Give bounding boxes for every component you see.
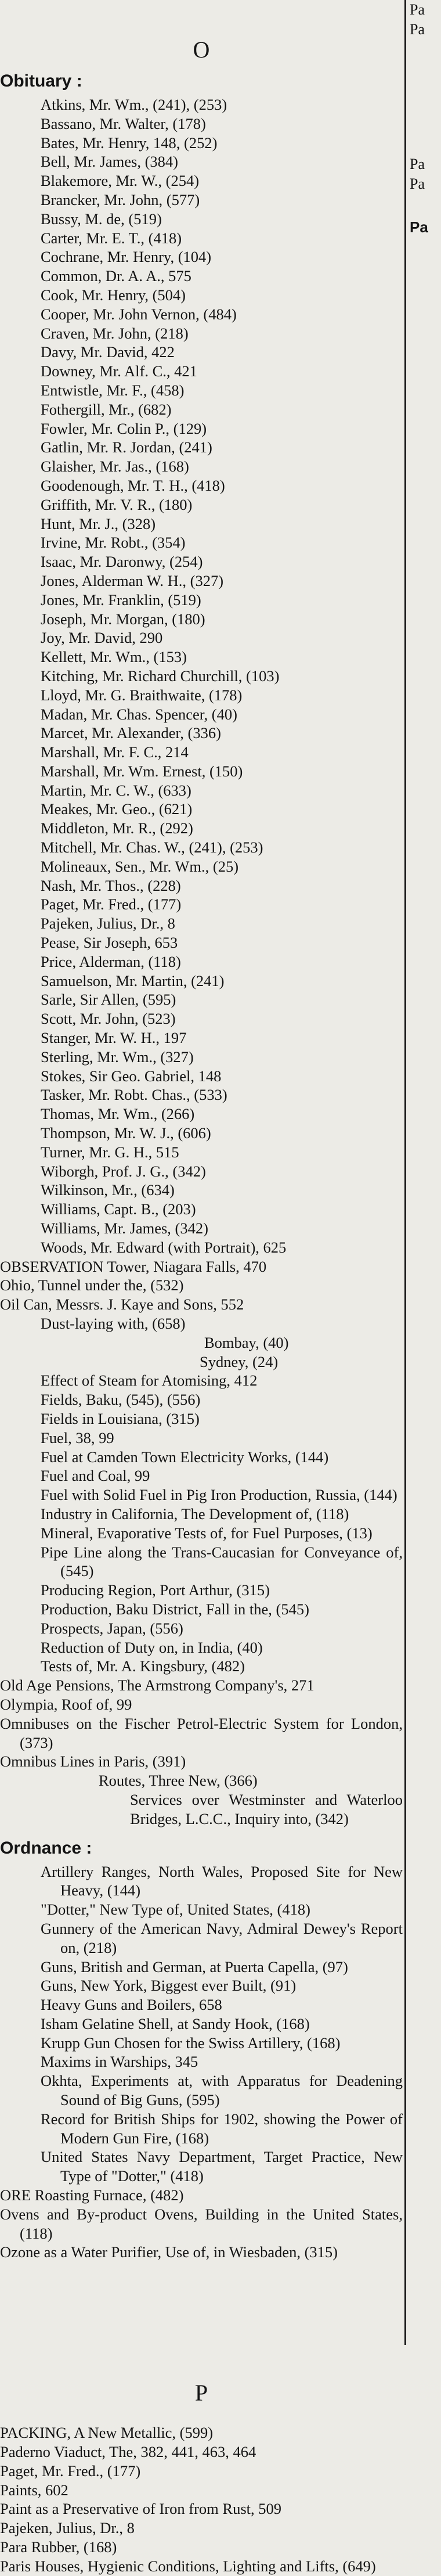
index-entry: Industry in California, The Development of, (118) [41, 1505, 349, 1523]
p-entries-list [0, 2423, 403, 2575]
right-fragment-line: Pa [410, 21, 425, 38]
index-entry: Marshall, Mr. F. C., 214 [41, 743, 189, 761]
index-entry: Sydney, (24) [200, 1352, 279, 1370]
index-entry: Krupp Gun Chosen for the Swiss Artillery, (168) [41, 2034, 341, 2052]
index-entry: Kellett, Mr. Wm., (153) [41, 648, 187, 666]
index-entry: Wiborgh, Prof. J. G., (342) [41, 1162, 206, 1180]
index-entry: Routes, Three New, (366) [99, 1772, 258, 1790]
index-entry: Okhta, Experiments at, with Apparatus for Deadening Sound of Big Guns, (595) [41, 2072, 403, 2109]
index-entry: Bussy, M. de, (519) [41, 210, 162, 228]
index-entry: Jones, Alderman W. H., (327) [41, 571, 224, 589]
index-entry: Lloyd, Mr. G. Braithwaite, (178) [41, 686, 243, 704]
index-entry: Cook, Mr. Henry, (504) [41, 286, 186, 304]
index-entry: ORE Roasting Furnace, (482) [0, 2186, 184, 2204]
index-entry: Pajeken, Julius, Dr., 8 [41, 915, 175, 933]
index-entry: Fields, Baku, (545), (556) [41, 1391, 201, 1409]
index-entry: Goodenough, Mr. T. H., (418) [41, 476, 225, 494]
o-entries-tail-list [0, 2186, 403, 2262]
index-entry: United States Navy Department, Target Practice, New Type of "Dotter," (418) [41, 2148, 403, 2185]
index-entry: Ohio, Tunnel under the, (532) [0, 1276, 184, 1294]
index-entry: Heavy Guns and Boilers, 658 [41, 1996, 222, 2014]
index-entry: Olympia, Roof of, 99 [0, 1695, 132, 1713]
index-entry: Paris Houses, Hygienic Conditions, Lighting and Lifts, (649) [0, 2557, 376, 2575]
index-entry: Para Rubber, (168) [0, 2538, 117, 2556]
index-entry: Kitching, Mr. Richard Churchill, (103) [41, 667, 280, 685]
index-entry: Jones, Mr. Franklin, (519) [41, 591, 201, 609]
index-entry: Pajeken, Julius, Dr., 8 [0, 2519, 135, 2537]
index-entry: Marshall, Mr. Wm. Ernest, (150) [41, 762, 243, 780]
index-entry: Stokes, Sir Geo. Gabriel, 148 [41, 1067, 222, 1085]
index-entry: Griffith, Mr. V. R., (180) [41, 495, 193, 513]
index-entry: Common, Dr. A. A., 575 [41, 267, 191, 285]
index-entry: Fuel at Camden Town Electricity Works, (144) [41, 1448, 329, 1466]
index-entry: Davy, Mr. David, 422 [41, 343, 175, 361]
index-entry: Gatlin, Mr. R. Jordan, (241) [41, 438, 212, 456]
index-entry: Pease, Sir Joseph, 653 [41, 934, 178, 952]
index-entry: Marcet, Mr. Alexander, (336) [41, 724, 221, 742]
index-entry: Paints, 602 [0, 2481, 68, 2499]
index-entry: Omnibuses on the Fischer Petrol-Electric System for London, (373) [0, 1714, 403, 1751]
index-entry: Maxims in Warships, 345 [41, 2053, 198, 2071]
index-entry: Meakes, Mr. Geo., (621) [41, 800, 193, 818]
index-entry: Scott, Mr. John, (523) [41, 1010, 176, 1028]
ordnance-list [0, 1862, 403, 2186]
index-entry: Tasker, Mr. Robt. Chas., (533) [41, 1086, 227, 1104]
index-entry: Price, Alderman, (118) [41, 952, 181, 970]
index-entry: Dust-laying with, (658) [41, 1315, 186, 1332]
index-entry: PACKING, A New Metallic, (599) [0, 2424, 214, 2442]
index-entry: Isham Gelatine Shell, at Sandy Hook, (168) [41, 2014, 310, 2032]
index-entry: Artillery Ranges, North Wales, Proposed Site for New Heavy, (144) [41, 1862, 403, 1899]
index-entry: Fowler, Mr. Colin P., (129) [41, 419, 207, 437]
index-entry: Brancker, Mr. John, (577) [41, 190, 200, 208]
index-entry: Molineaux, Sen., Mr. Wm., (25) [41, 857, 239, 875]
index-entry: Tests of, Mr. A. Kingsbury, (482) [41, 1657, 245, 1675]
index-entry: Cooper, Mr. John Vernon, (484) [41, 305, 237, 323]
index-entry: Isaac, Mr. Daronwy, (254) [41, 553, 203, 571]
index-entry: Blakemore, Mr. W., (254) [41, 172, 200, 190]
index-entry: Joseph, Mr. Morgan, (180) [41, 610, 205, 628]
index-entry: OBSERVATION Tower, Niagara Falls, 470 [0, 1257, 267, 1275]
right-fragment-line: Pa [410, 175, 425, 192]
index-entry: Ovens and By-product Ovens, Building in the United States, (118) [0, 2205, 403, 2242]
index-entry: Thompson, Mr. W. J., (606) [41, 1124, 211, 1142]
index-entry: Sterling, Mr. Wm., (327) [41, 1048, 194, 1066]
index-entry: Woods, Mr. Edward (with Portrait), 625 [41, 1238, 287, 1256]
index-entry: Williams, Capt. B., (203) [41, 1200, 196, 1218]
right-fragment-line: Pa [410, 1, 425, 18]
index-entry: Bates, Mr. Henry, 148, (252) [41, 134, 218, 152]
right-fragment-line: Pa [410, 156, 425, 172]
index-entry: Middleton, Mr. R., (292) [41, 819, 193, 837]
obituary-list [0, 95, 403, 1257]
index-entry: Mineral, Evaporative Tests of, for Fuel Purposes, (13) [41, 1524, 373, 1542]
index-entry: Wilkinson, Mr., (634) [41, 1181, 175, 1199]
right-fragment-heading: Pa [410, 218, 428, 236]
index-entry: Bassano, Mr. Walter, (178) [41, 114, 206, 132]
index-entry: Mitchell, Mr. Chas. W., (241), (253) [41, 839, 263, 857]
index-entry: Guns, New York, Biggest ever Built, (91) [41, 1977, 297, 1995]
index-entry: Producing Region, Port Arthur, (315) [41, 1581, 270, 1599]
index-entry: "Dotter," New Type of, United States, (418) [41, 1901, 310, 1919]
index-entry: Irvine, Mr. Robt., (354) [41, 534, 186, 552]
index-entry: Prospects, Japan, (556) [41, 1619, 183, 1637]
column-divider [404, 0, 406, 2345]
obituary-heading: Obituary : [0, 71, 82, 91]
ordnance-heading: Ordnance : [0, 1838, 92, 1858]
index-entry: Craven, Mr. John, (218) [41, 324, 189, 342]
index-entry: Carter, Mr. E. T., (418) [41, 229, 182, 247]
index-entry: Williams, Mr. James, (342) [41, 1219, 208, 1237]
index-entry: Fuel with Solid Fuel in Pig Iron Production, Russia, (144) [41, 1486, 397, 1504]
index-entry: Guns, British and German, at Puerta Capella, (97) [41, 1958, 348, 1976]
index-entry: Entwistle, Mr. F., (458) [41, 381, 185, 399]
section-letter-p: P [194, 2380, 208, 2406]
index-entry: Glaisher, Mr. Jas., (168) [41, 458, 189, 476]
index-entry: Paget, Mr. Fred., (177) [0, 2462, 141, 2480]
index-entry: Bombay, (40) [204, 1333, 289, 1351]
index-entry: Paint as a Preservative of Iron from Rust, 509 [0, 2500, 281, 2518]
index-entry: Atkins, Mr. Wm., (241), (253) [41, 96, 227, 113]
index-entry: Services over Westminster and Waterloo Bridges, L.C.C., Inquiry into, (342) [130, 1790, 403, 1827]
index-entry: Fuel, 38, 99 [41, 1429, 114, 1447]
index-entry: Martin, Mr. C. W., (633) [41, 781, 191, 799]
index-entry: Old Age Pensions, The Armstrong Company's, 271 [0, 1676, 315, 1694]
index-entry: Joy, Mr. David, 290 [41, 629, 163, 647]
index-entry: Effect of Steam for Atomising, 412 [41, 1372, 258, 1390]
index-entry: Turner, Mr. G. H., 515 [41, 1143, 179, 1161]
o-entries-list [0, 1257, 403, 1829]
section-letter-o: O [193, 37, 210, 63]
index-entry: Reduction of Duty on, in India, (40) [41, 1638, 263, 1656]
index-entry: Nash, Mr. Thos., (228) [41, 876, 181, 894]
index-entry: Madan, Mr. Chas. Spencer, (40) [41, 705, 237, 723]
index-entry: Stanger, Mr. W. H., 197 [41, 1029, 187, 1047]
index-entry: Oil Can, Messrs. J. Kaye and Sons, 552 [0, 1296, 244, 1314]
index-entry: Record for British Ships for 1902, showing the Power of Modern Gun Fire, (168) [41, 2110, 403, 2147]
index-entry: Paget, Mr. Fred., (177) [41, 895, 182, 913]
index-entry: Ozone as a Water Purifier, Use of, in Wiesbaden, (315) [0, 2243, 338, 2261]
index-entry: Pipe Line along the Trans-Caucasian for Conveyance of, (545) [41, 1543, 403, 1580]
index-entry: Gunnery of the American Navy, Admiral Dewey's Report on, (218) [41, 1919, 403, 1956]
index-column-right-fragment [410, 0, 441, 237]
index-entry: Cochrane, Mr. Henry, (104) [41, 248, 212, 266]
index-entry: Sarle, Sir Allen, (595) [41, 991, 176, 1009]
index-entry: Samuelson, Mr. Martin, (241) [41, 972, 225, 990]
index-entry: Production, Baku District, Fall in the, (545) [41, 1600, 309, 1618]
index-entry: Fields in Louisiana, (315) [41, 1409, 200, 1427]
index-entry: Omnibus Lines in Paris, (391) [0, 1753, 186, 1771]
index-entry: Hunt, Mr. J., (328) [41, 515, 156, 533]
index-entry: Downey, Mr. Alf. C., 421 [41, 362, 197, 380]
index-entry: Fothergill, Mr., (682) [41, 400, 172, 418]
index-entry: Thomas, Mr. Wm., (266) [41, 1105, 195, 1123]
index-entry: Bell, Mr. James, (384) [41, 153, 178, 171]
index-entry: Fuel and Coal, 99 [41, 1467, 150, 1485]
index-entry: Paderno Viaduct, The, 382, 441, 463, 464 [0, 2443, 256, 2461]
